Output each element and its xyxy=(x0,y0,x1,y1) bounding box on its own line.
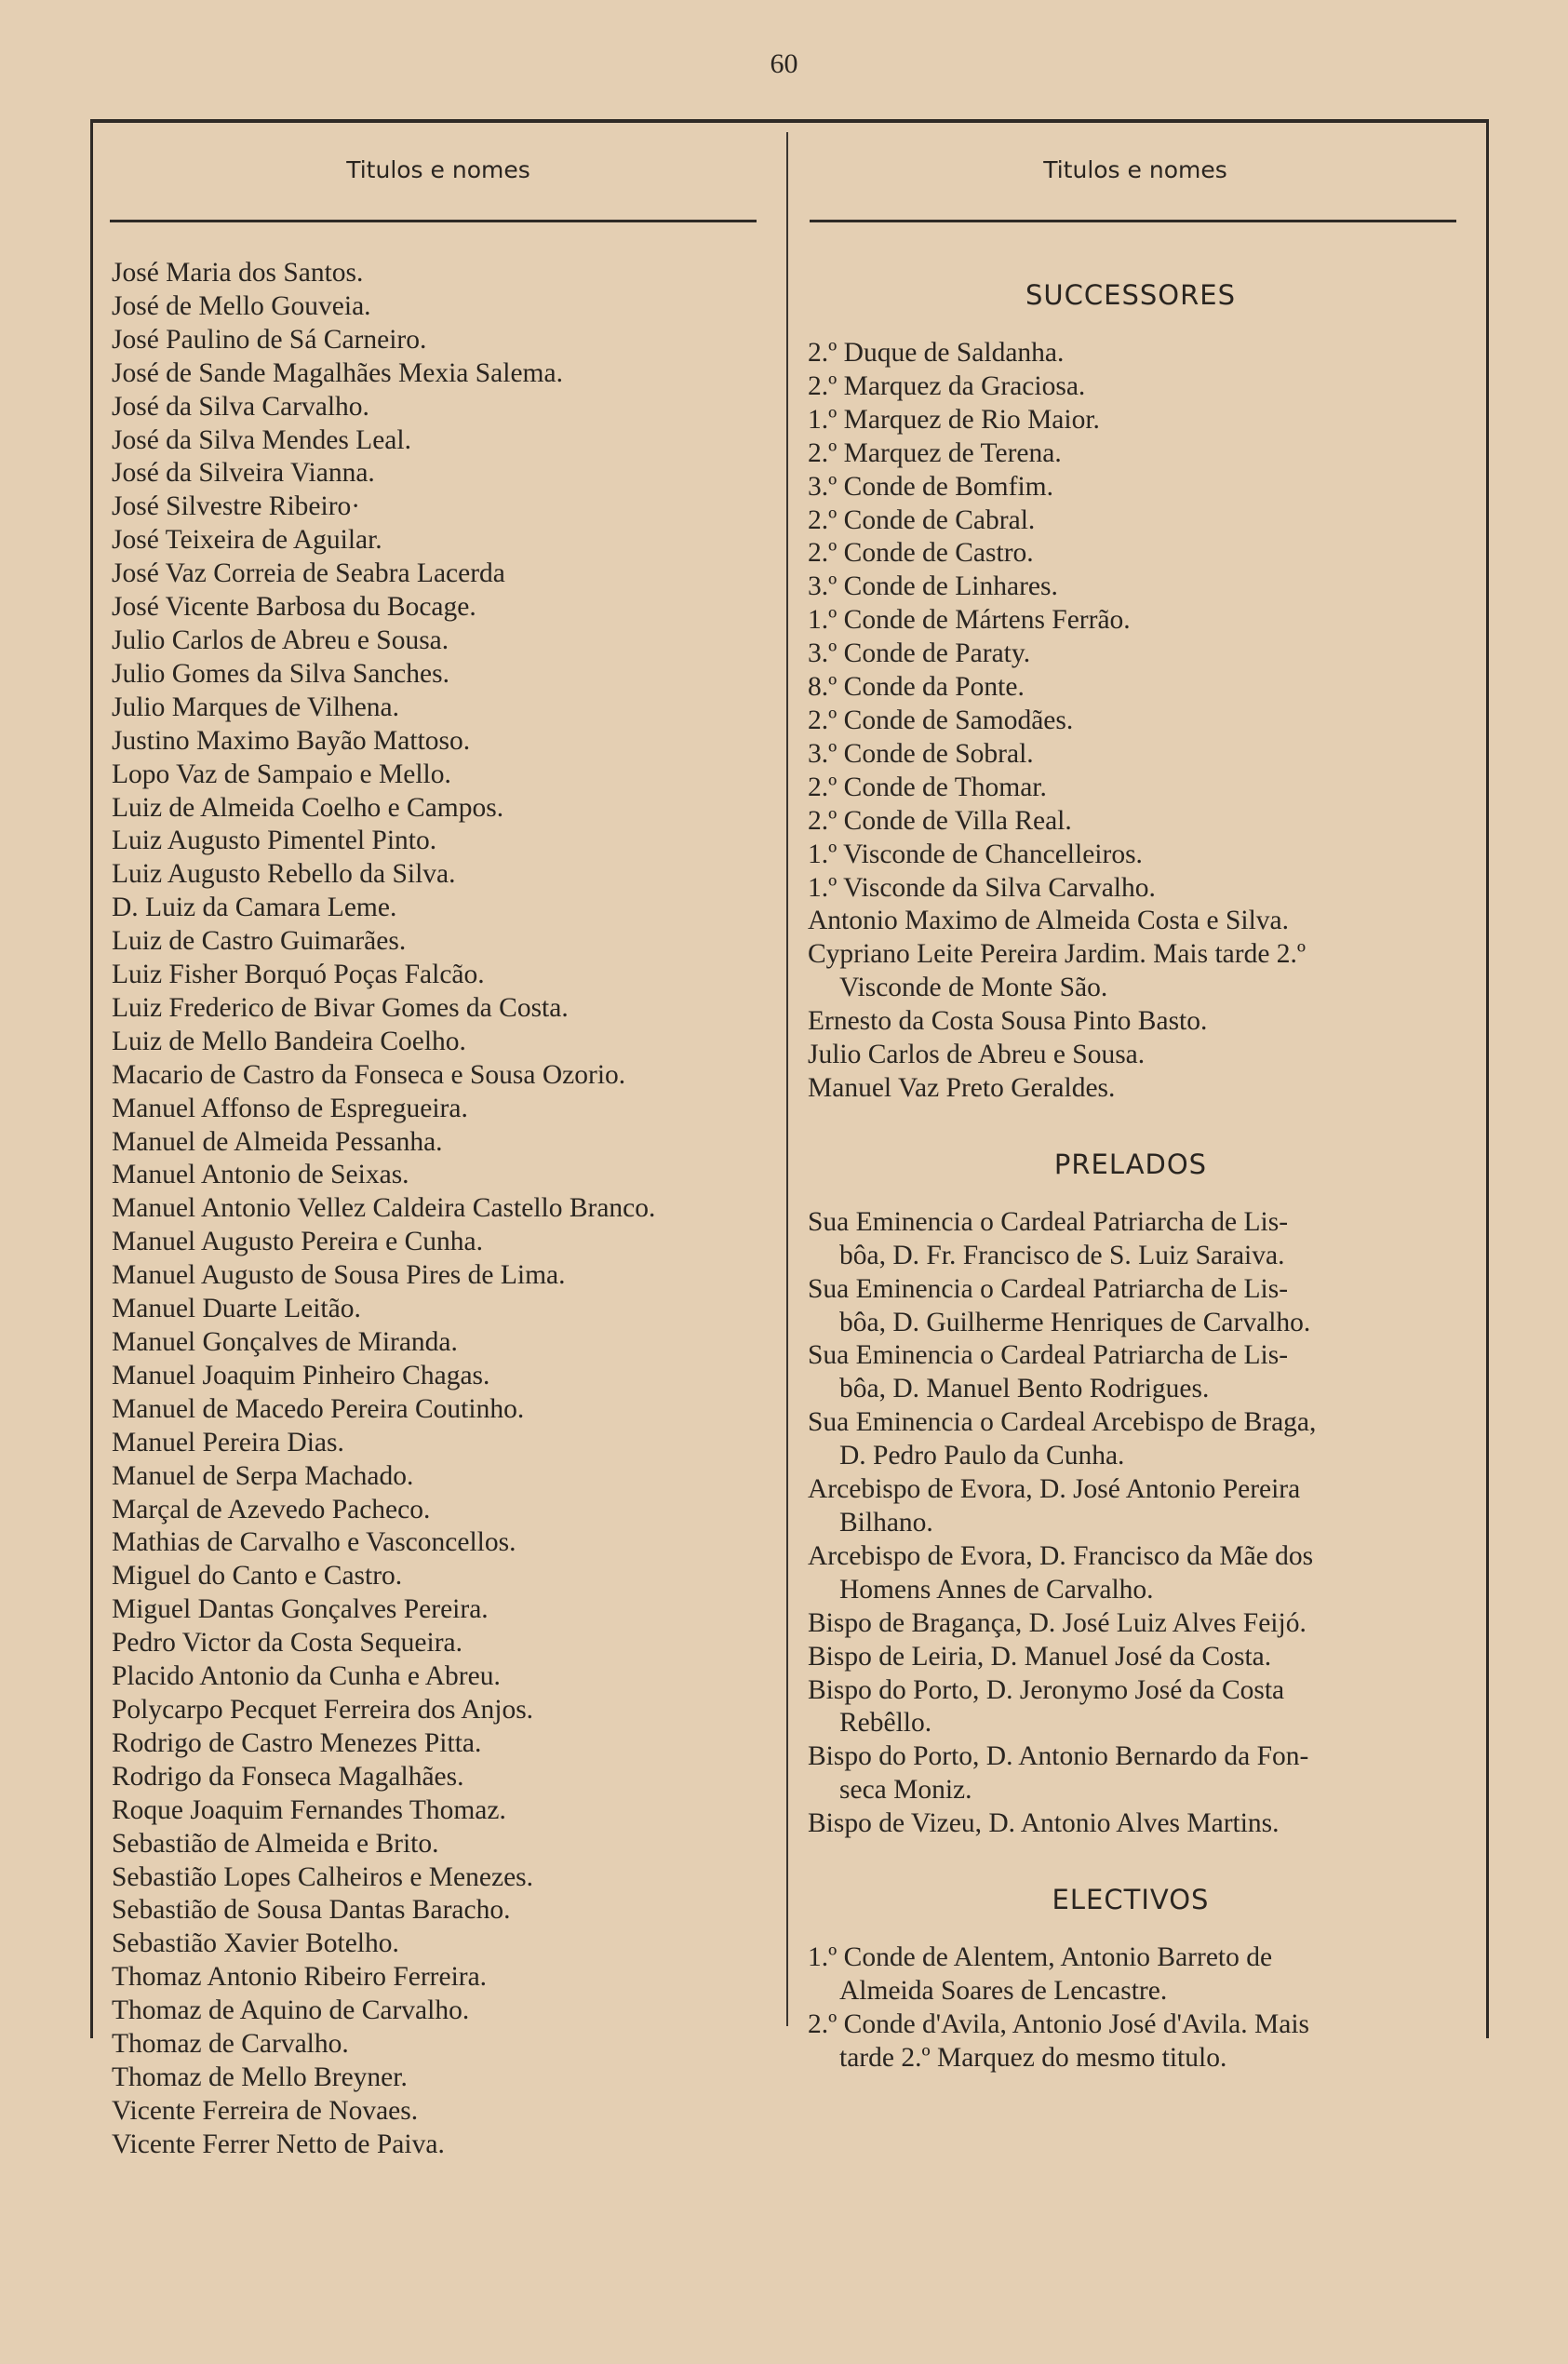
list-item xyxy=(808,1540,1454,1607)
entry-line: Bispo de Vizeu, D. Antonio Alves Martins. xyxy=(808,1808,1280,1839)
section-title: SUCCESSORES xyxy=(1025,279,1236,311)
list-item: Luiz de Castro Guimarães. xyxy=(112,926,407,957)
list-item xyxy=(808,1641,1454,1674)
list-item xyxy=(808,471,1454,504)
list-item: José Paulino de Sá Carneiro. xyxy=(112,324,427,355)
list-item xyxy=(808,1807,1454,1841)
entry-line: Bispo de Bragança, D. José Luiz Alves Feijó. xyxy=(808,1607,1307,1638)
list-item: Julio Gomes da Silva Sanches. xyxy=(112,658,449,689)
list-item: José da Silva Mendes Leal. xyxy=(112,424,411,455)
list-item: Thomaz de Aquino de Carvalho. xyxy=(112,1995,470,2026)
section-title: ELECTIVOS xyxy=(1052,1884,1210,1916)
list-item: José Teixeira de Aguilar. xyxy=(112,525,382,556)
list-item: José Vicente Barbosa du Bocage. xyxy=(112,592,476,623)
section-prelados xyxy=(808,1139,1454,1841)
entry-line: 3.º Conde de Linhares. xyxy=(808,571,1058,602)
list-item xyxy=(808,671,1454,705)
list-item: Manuel Gonçalves de Miranda. xyxy=(112,1327,458,1357)
list-item: Manuel Pereira Dias. xyxy=(112,1427,344,1457)
list-item xyxy=(808,1941,1454,2008)
entry-line: 2.º Conde de Samodães. xyxy=(808,705,1074,735)
entry-line: 1.º Conde de Alentem, Antonio Barreto de xyxy=(808,1942,1273,1973)
list-item: Luiz Frederico de Bivar Gomes da Costa. xyxy=(112,992,569,1023)
entry-line: 8.º Conde da Ponte. xyxy=(808,672,1025,703)
list-item: Thomaz Antonio Ribeiro Ferreira. xyxy=(112,1962,488,1993)
entry-continuation: seca Moniz. xyxy=(839,1775,972,1806)
list-item xyxy=(808,772,1454,805)
list-item: José da Silveira Vianna. xyxy=(112,458,375,489)
entry-continuation: bôa, D. Guilherme Henriques de Carvalho. xyxy=(839,1307,1311,1337)
list-item: Thomaz de Carvalho. xyxy=(112,2029,349,2060)
list-item xyxy=(808,571,1454,604)
entry-line: 2.º Conde de Castro. xyxy=(808,538,1034,569)
list-item: Miguel do Canto e Castro. xyxy=(112,1561,403,1592)
list-item: Manuel Antonio Vellez Caldeira Castello Branco. xyxy=(112,1193,656,1224)
list-item xyxy=(808,437,1454,471)
list-item: Vicente Ferreira de Novaes. xyxy=(112,2095,419,2126)
list-item xyxy=(808,805,1454,839)
entry-line: Sua Eminencia o Cardeal Patriarcha de Lis- xyxy=(808,1273,1289,1304)
list-item xyxy=(808,1674,1454,1741)
list-item: Manuel de Macedo Pereira Coutinho. xyxy=(112,1393,525,1424)
entry-list xyxy=(808,337,1454,1106)
list-item xyxy=(808,504,1454,538)
list-item: Manuel Joaquim Pinheiro Chagas. xyxy=(112,1360,490,1390)
list-item xyxy=(808,872,1454,906)
list-item xyxy=(808,1406,1454,1473)
entry-line: Sua Eminencia o Cardeal Patriarcha de Lis- xyxy=(808,1206,1289,1237)
list-item: Lopo Vaz de Sampaio e Mello. xyxy=(112,759,451,789)
list-item: Sebastião de Sousa Dantas Baracho. xyxy=(112,1895,511,1926)
list-item xyxy=(808,1072,1454,1106)
list-item xyxy=(808,905,1454,938)
list-item: Manuel Augusto de Sousa Pires de Lima. xyxy=(112,1260,566,1291)
entry-line: Manuel Vaz Preto Geraldes. xyxy=(808,1072,1116,1103)
entry-line: 2.º Conde de Cabral. xyxy=(808,504,1036,535)
entry-continuation: Rebêllo. xyxy=(839,1708,932,1739)
entry-line: Ernesto da Costa Sousa Pinto Basto. xyxy=(808,1006,1208,1037)
entry-line: 1.º Visconde da Silva Carvalho. xyxy=(808,872,1156,903)
list-item xyxy=(808,1039,1454,1072)
right-column xyxy=(808,270,1454,2075)
entry-line: Arcebispo de Evora, D. Francisco da Mãe dos xyxy=(808,1540,1314,1571)
entry-continuation: Homens Annes de Carvalho. xyxy=(839,1574,1154,1605)
list-item xyxy=(808,2008,1454,2075)
right-column-header: Titulos e nomes xyxy=(1043,156,1227,183)
entry-line: Julio Carlos de Abreu e Sousa. xyxy=(808,1040,1146,1070)
entry-line: Antonio Maximo de Almeida Costa e Silva. xyxy=(808,906,1290,936)
entry-continuation: Visconde de Monte São. xyxy=(839,973,1108,1003)
entry-line: Arcebispo de Evora, D. José Antonio Pereira xyxy=(808,1474,1301,1505)
entry-line: Bispo do Porto, D. Antonio Bernardo da Fon- xyxy=(808,1741,1309,1772)
entry-continuation: tarde 2.º Marquez do mesmo titulo. xyxy=(839,2042,1227,2073)
list-item: Rodrigo de Castro Menezes Pitta. xyxy=(112,1727,482,1758)
list-item: Vicente Ferrer Netto de Paiva. xyxy=(112,2129,445,2159)
entry-line: 3.º Conde de Bomfim. xyxy=(808,471,1053,502)
list-item xyxy=(808,638,1454,671)
entry-continuation: D. Pedro Paulo da Cunha. xyxy=(839,1441,1125,1471)
list-item: D. Luiz da Camara Leme. xyxy=(112,893,397,923)
entry-line: Cypriano Leite Pereira Jardim. Mais tarde 2.º xyxy=(808,939,1307,970)
entry-line: 2.º Marquez da Graciosa. xyxy=(808,370,1086,401)
entry-continuation: Bilhano. xyxy=(839,1508,933,1538)
entry-list xyxy=(808,1941,1454,2075)
list-item: Pedro Victor da Costa Sequeira. xyxy=(112,1628,463,1659)
list-item xyxy=(808,604,1454,638)
list-item: José Vaz Correia de Seabra Lacerda xyxy=(112,558,505,589)
list-item: Luiz Augusto Pimentel Pinto. xyxy=(112,826,437,856)
list-item: Marçal de Azevedo Pacheco. xyxy=(112,1494,431,1525)
list-item xyxy=(808,370,1454,404)
list-item: Placido Antonio da Cunha e Abreu. xyxy=(112,1661,501,1692)
entry-line: 3.º Conde de Sobral. xyxy=(808,738,1034,769)
entry-line: 2.º Conde d'Avila, Antonio José d'Avila. Mais xyxy=(808,2008,1309,2039)
page-number: 60 xyxy=(770,48,798,79)
list-item: Polycarpo Pecquet Ferreira dos Anjos. xyxy=(112,1694,534,1725)
entry-line: Bispo de Leiria, D. Manuel José da Costa. xyxy=(808,1641,1272,1672)
list-item xyxy=(808,705,1454,738)
list-item: Sebastião de Almeida e Brito. xyxy=(112,1828,439,1859)
list-item: Rodrigo da Fonseca Magalhães. xyxy=(112,1761,464,1792)
list-item: Luiz Augusto Rebello da Silva. xyxy=(112,859,456,890)
list-item: Manuel Duarte Leitão. xyxy=(112,1294,361,1324)
entry-line: 2.º Duque de Saldanha. xyxy=(808,338,1065,368)
list-item: Mathias de Carvalho e Vasconcellos. xyxy=(112,1527,516,1558)
list-item: Sebastião Lopes Calheiros e Menezes. xyxy=(112,1861,534,1892)
list-item: Manuel Antonio de Seixas. xyxy=(112,1160,409,1190)
list-item: Sebastião Xavier Botelho. xyxy=(112,1928,399,1959)
list-item: Manuel Affonso de Espregueira. xyxy=(112,1093,468,1123)
list-item xyxy=(808,1273,1454,1340)
list-item xyxy=(808,1005,1454,1039)
list-item: Roque Joaquim Fernandes Thomaz. xyxy=(112,1794,506,1825)
entry-line: 2.º Conde de Thomar. xyxy=(808,772,1047,802)
list-item xyxy=(808,1740,1454,1807)
column-divider xyxy=(786,132,788,2026)
entry-line: 1.º Marquez de Rio Maior. xyxy=(808,404,1100,435)
list-item: José Silvestre Ribeiro· xyxy=(112,491,361,522)
list-item: Luiz de Almeida Coelho e Campos. xyxy=(112,792,504,823)
list-item xyxy=(808,337,1454,370)
list-item: Macario de Castro da Fonseca e Sousa Ozorio. xyxy=(112,1059,626,1090)
list-item: Luiz Fisher Borquó Poças Falcão. xyxy=(112,960,485,990)
list-item xyxy=(808,839,1454,872)
list-item: Manuel de Serpa Machado. xyxy=(112,1460,414,1491)
list-item: Miguel Dantas Gonçalves Pereira. xyxy=(112,1594,489,1625)
left-column-header: Titulos e nomes xyxy=(346,156,530,183)
list-item: Thomaz de Mello Breyner. xyxy=(112,2062,408,2092)
list-item: Manuel de Almeida Pessanha. xyxy=(112,1126,443,1157)
section-successores xyxy=(808,270,1454,1106)
entry-continuation: bôa, D. Fr. Francisco de S. Luiz Saraiva. xyxy=(839,1240,1285,1270)
entry-line: 1.º Visconde de Chancelleiros. xyxy=(808,839,1143,869)
list-item xyxy=(808,938,1454,1005)
list-item: Julio Carlos de Abreu e Sousa. xyxy=(112,625,449,655)
list-item: Manuel Augusto Pereira e Cunha. xyxy=(112,1227,483,1257)
list-item: Julio Marques de Vilhena. xyxy=(112,692,400,722)
list-item: José Maria dos Santos. xyxy=(112,258,364,288)
entry-line: 1.º Conde de Mártens Ferrão. xyxy=(808,605,1131,636)
entry-continuation: bôa, D. Manuel Bento Rodrigues. xyxy=(839,1374,1210,1404)
list-item xyxy=(808,1473,1454,1540)
section-title: PRELADOS xyxy=(1053,1148,1208,1180)
list-item: José de Sande Magalhães Mexia Salema. xyxy=(112,357,563,388)
right-header-rule xyxy=(810,220,1456,222)
list-item: José da Silva Carvalho. xyxy=(112,391,369,422)
list-item xyxy=(808,1206,1454,1273)
list-item: José de Mello Gouveia. xyxy=(112,290,371,321)
entry-line: 2.º Conde de Villa Real. xyxy=(808,805,1072,836)
entry-line: 3.º Conde de Paraty. xyxy=(808,638,1031,669)
entry-line: Sua Eminencia o Cardeal Patriarcha de Lis- xyxy=(808,1340,1289,1371)
entry-line: Bispo do Porto, D. Jeronymo José da Costa xyxy=(808,1674,1285,1705)
entry-list xyxy=(808,1206,1454,1841)
list-item xyxy=(808,1339,1454,1406)
entry-line: 2.º Marquez de Terena. xyxy=(808,437,1062,468)
list-item: Justino Maximo Bayão Mattoso. xyxy=(112,725,471,756)
left-name-list xyxy=(112,257,777,2162)
entry-line: Sua Eminencia o Cardeal Arcebispo de Braga, xyxy=(808,1407,1317,1438)
list-item xyxy=(808,738,1454,772)
section-electivos xyxy=(808,1874,1454,2075)
list-item xyxy=(808,404,1454,437)
list-item: Luiz de Mello Bandeira Coelho. xyxy=(112,1026,466,1056)
list-item xyxy=(808,1607,1454,1641)
list-item xyxy=(808,537,1454,571)
entry-continuation: Almeida Soares de Lencastre. xyxy=(839,1975,1168,2006)
left-header-rule xyxy=(110,220,757,222)
